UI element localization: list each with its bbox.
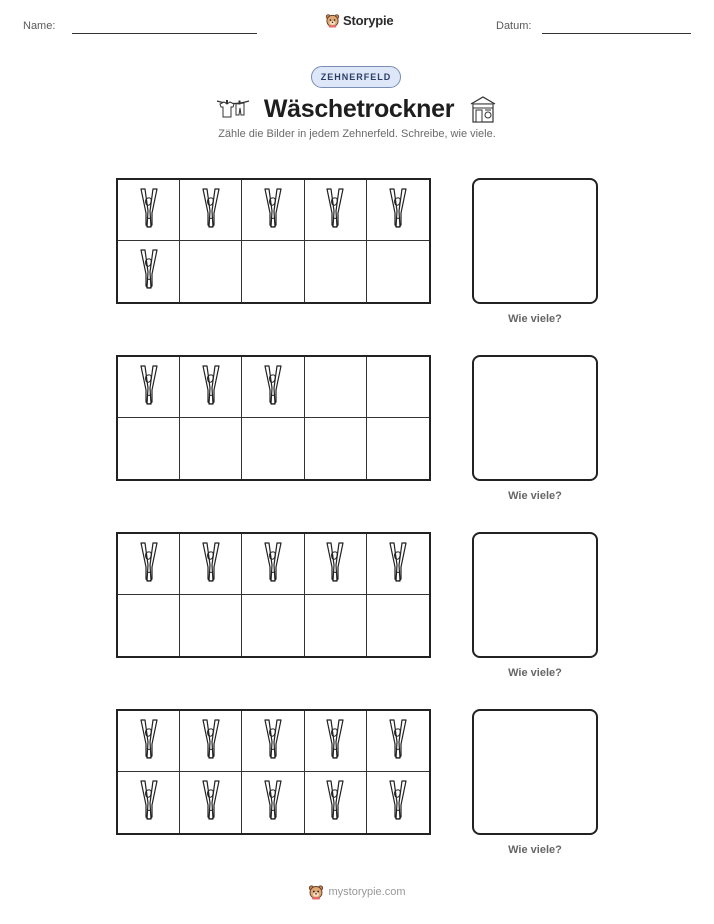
clothesline-icon bbox=[216, 96, 250, 122]
date-line[interactable] bbox=[542, 33, 691, 34]
frame-cell bbox=[118, 711, 180, 772]
clothespin-icon bbox=[263, 718, 283, 765]
frame-cell bbox=[118, 534, 180, 595]
footer-site: mystorypie.com bbox=[328, 886, 406, 898]
bear-mascot-icon bbox=[325, 13, 340, 28]
answer-box-4[interactable] bbox=[472, 709, 598, 835]
frame-cell bbox=[118, 357, 180, 418]
clothespin-icon bbox=[388, 718, 408, 765]
frame-cell bbox=[367, 241, 429, 302]
clothespin-icon bbox=[388, 779, 408, 826]
storypie-logo bbox=[325, 13, 393, 28]
clothespin-icon bbox=[201, 187, 221, 234]
clothespin-icon bbox=[139, 718, 159, 765]
answer-box-3[interactable] bbox=[472, 532, 598, 658]
clothespin-icon bbox=[201, 541, 221, 588]
category-badge: ZEHNERFELD bbox=[311, 66, 401, 88]
title-row bbox=[0, 92, 714, 126]
frame-cell bbox=[118, 180, 180, 241]
frame-cell bbox=[118, 418, 180, 479]
frame-cell bbox=[305, 711, 367, 772]
answer-label-4: Wie viele? bbox=[508, 844, 562, 856]
frame-cell bbox=[180, 595, 242, 656]
answer-label-3: Wie viele? bbox=[508, 667, 562, 679]
clothespin-icon bbox=[201, 779, 221, 826]
clothespin-icon bbox=[263, 541, 283, 588]
clothespin-icon bbox=[263, 364, 283, 411]
frame-cell bbox=[305, 534, 367, 595]
clothespin-icon bbox=[325, 779, 345, 826]
frame-cell bbox=[242, 418, 304, 479]
laundry-shop-icon bbox=[468, 94, 498, 124]
clothespin-icon bbox=[325, 541, 345, 588]
clothespin-icon bbox=[139, 541, 159, 588]
date-label: Datum: bbox=[496, 20, 532, 32]
frame-cell bbox=[367, 772, 429, 833]
ten-frame-2 bbox=[116, 355, 431, 481]
frame-cell bbox=[367, 595, 429, 656]
frame-cell bbox=[118, 241, 180, 302]
clothespin-icon bbox=[201, 718, 221, 765]
frame-cell bbox=[180, 711, 242, 772]
frame-cell bbox=[305, 180, 367, 241]
frame-cell bbox=[180, 241, 242, 302]
frame-cell bbox=[180, 180, 242, 241]
frame-cell bbox=[242, 357, 304, 418]
clothespin-icon bbox=[139, 779, 159, 826]
frame-cell bbox=[367, 180, 429, 241]
bear-mascot-icon bbox=[308, 884, 324, 900]
frame-cell bbox=[180, 418, 242, 479]
clothespin-icon bbox=[139, 187, 159, 234]
clothespin-icon bbox=[388, 541, 408, 588]
answer-box-2[interactable] bbox=[472, 355, 598, 481]
clothespin-icon bbox=[139, 364, 159, 411]
frame-cell bbox=[305, 357, 367, 418]
frame-cell bbox=[118, 772, 180, 833]
frame-cell bbox=[180, 772, 242, 833]
frame-cell bbox=[305, 418, 367, 479]
answer-label-1: Wie viele? bbox=[508, 313, 562, 325]
frame-cell bbox=[367, 711, 429, 772]
name-line[interactable] bbox=[72, 33, 257, 34]
footer bbox=[0, 884, 714, 900]
clothespin-icon bbox=[139, 248, 159, 295]
instructions: Zähle die Bilder in jedem Zehnerfeld. Schreibe, wie viele. bbox=[218, 128, 496, 140]
frame-cell bbox=[242, 711, 304, 772]
frame-cell bbox=[242, 180, 304, 241]
frame-cell bbox=[242, 595, 304, 656]
frame-cell bbox=[242, 534, 304, 595]
frame-cell bbox=[367, 357, 429, 418]
clothespin-icon bbox=[201, 364, 221, 411]
answer-label-2: Wie viele? bbox=[508, 490, 562, 502]
frame-cell bbox=[180, 534, 242, 595]
answer-box-1[interactable] bbox=[472, 178, 598, 304]
frame-cell bbox=[118, 595, 180, 656]
frame-cell bbox=[305, 595, 367, 656]
brand-name: Storypie bbox=[343, 13, 394, 28]
frame-cell bbox=[305, 772, 367, 833]
clothespin-icon bbox=[263, 187, 283, 234]
ten-frame-4 bbox=[116, 709, 431, 835]
frame-cell bbox=[180, 357, 242, 418]
frame-cell bbox=[367, 418, 429, 479]
clothespin-icon bbox=[325, 187, 345, 234]
page-title: Wäschetrockner bbox=[263, 94, 455, 123]
clothespin-icon bbox=[388, 187, 408, 234]
frame-cell bbox=[242, 241, 304, 302]
clothespin-icon bbox=[325, 718, 345, 765]
frame-cell bbox=[242, 772, 304, 833]
frame-cell bbox=[305, 241, 367, 302]
name-label: Name: bbox=[23, 20, 56, 32]
ten-frame-3 bbox=[116, 532, 431, 658]
ten-frame-1 bbox=[116, 178, 431, 304]
clothespin-icon bbox=[263, 779, 283, 826]
frame-cell bbox=[367, 534, 429, 595]
